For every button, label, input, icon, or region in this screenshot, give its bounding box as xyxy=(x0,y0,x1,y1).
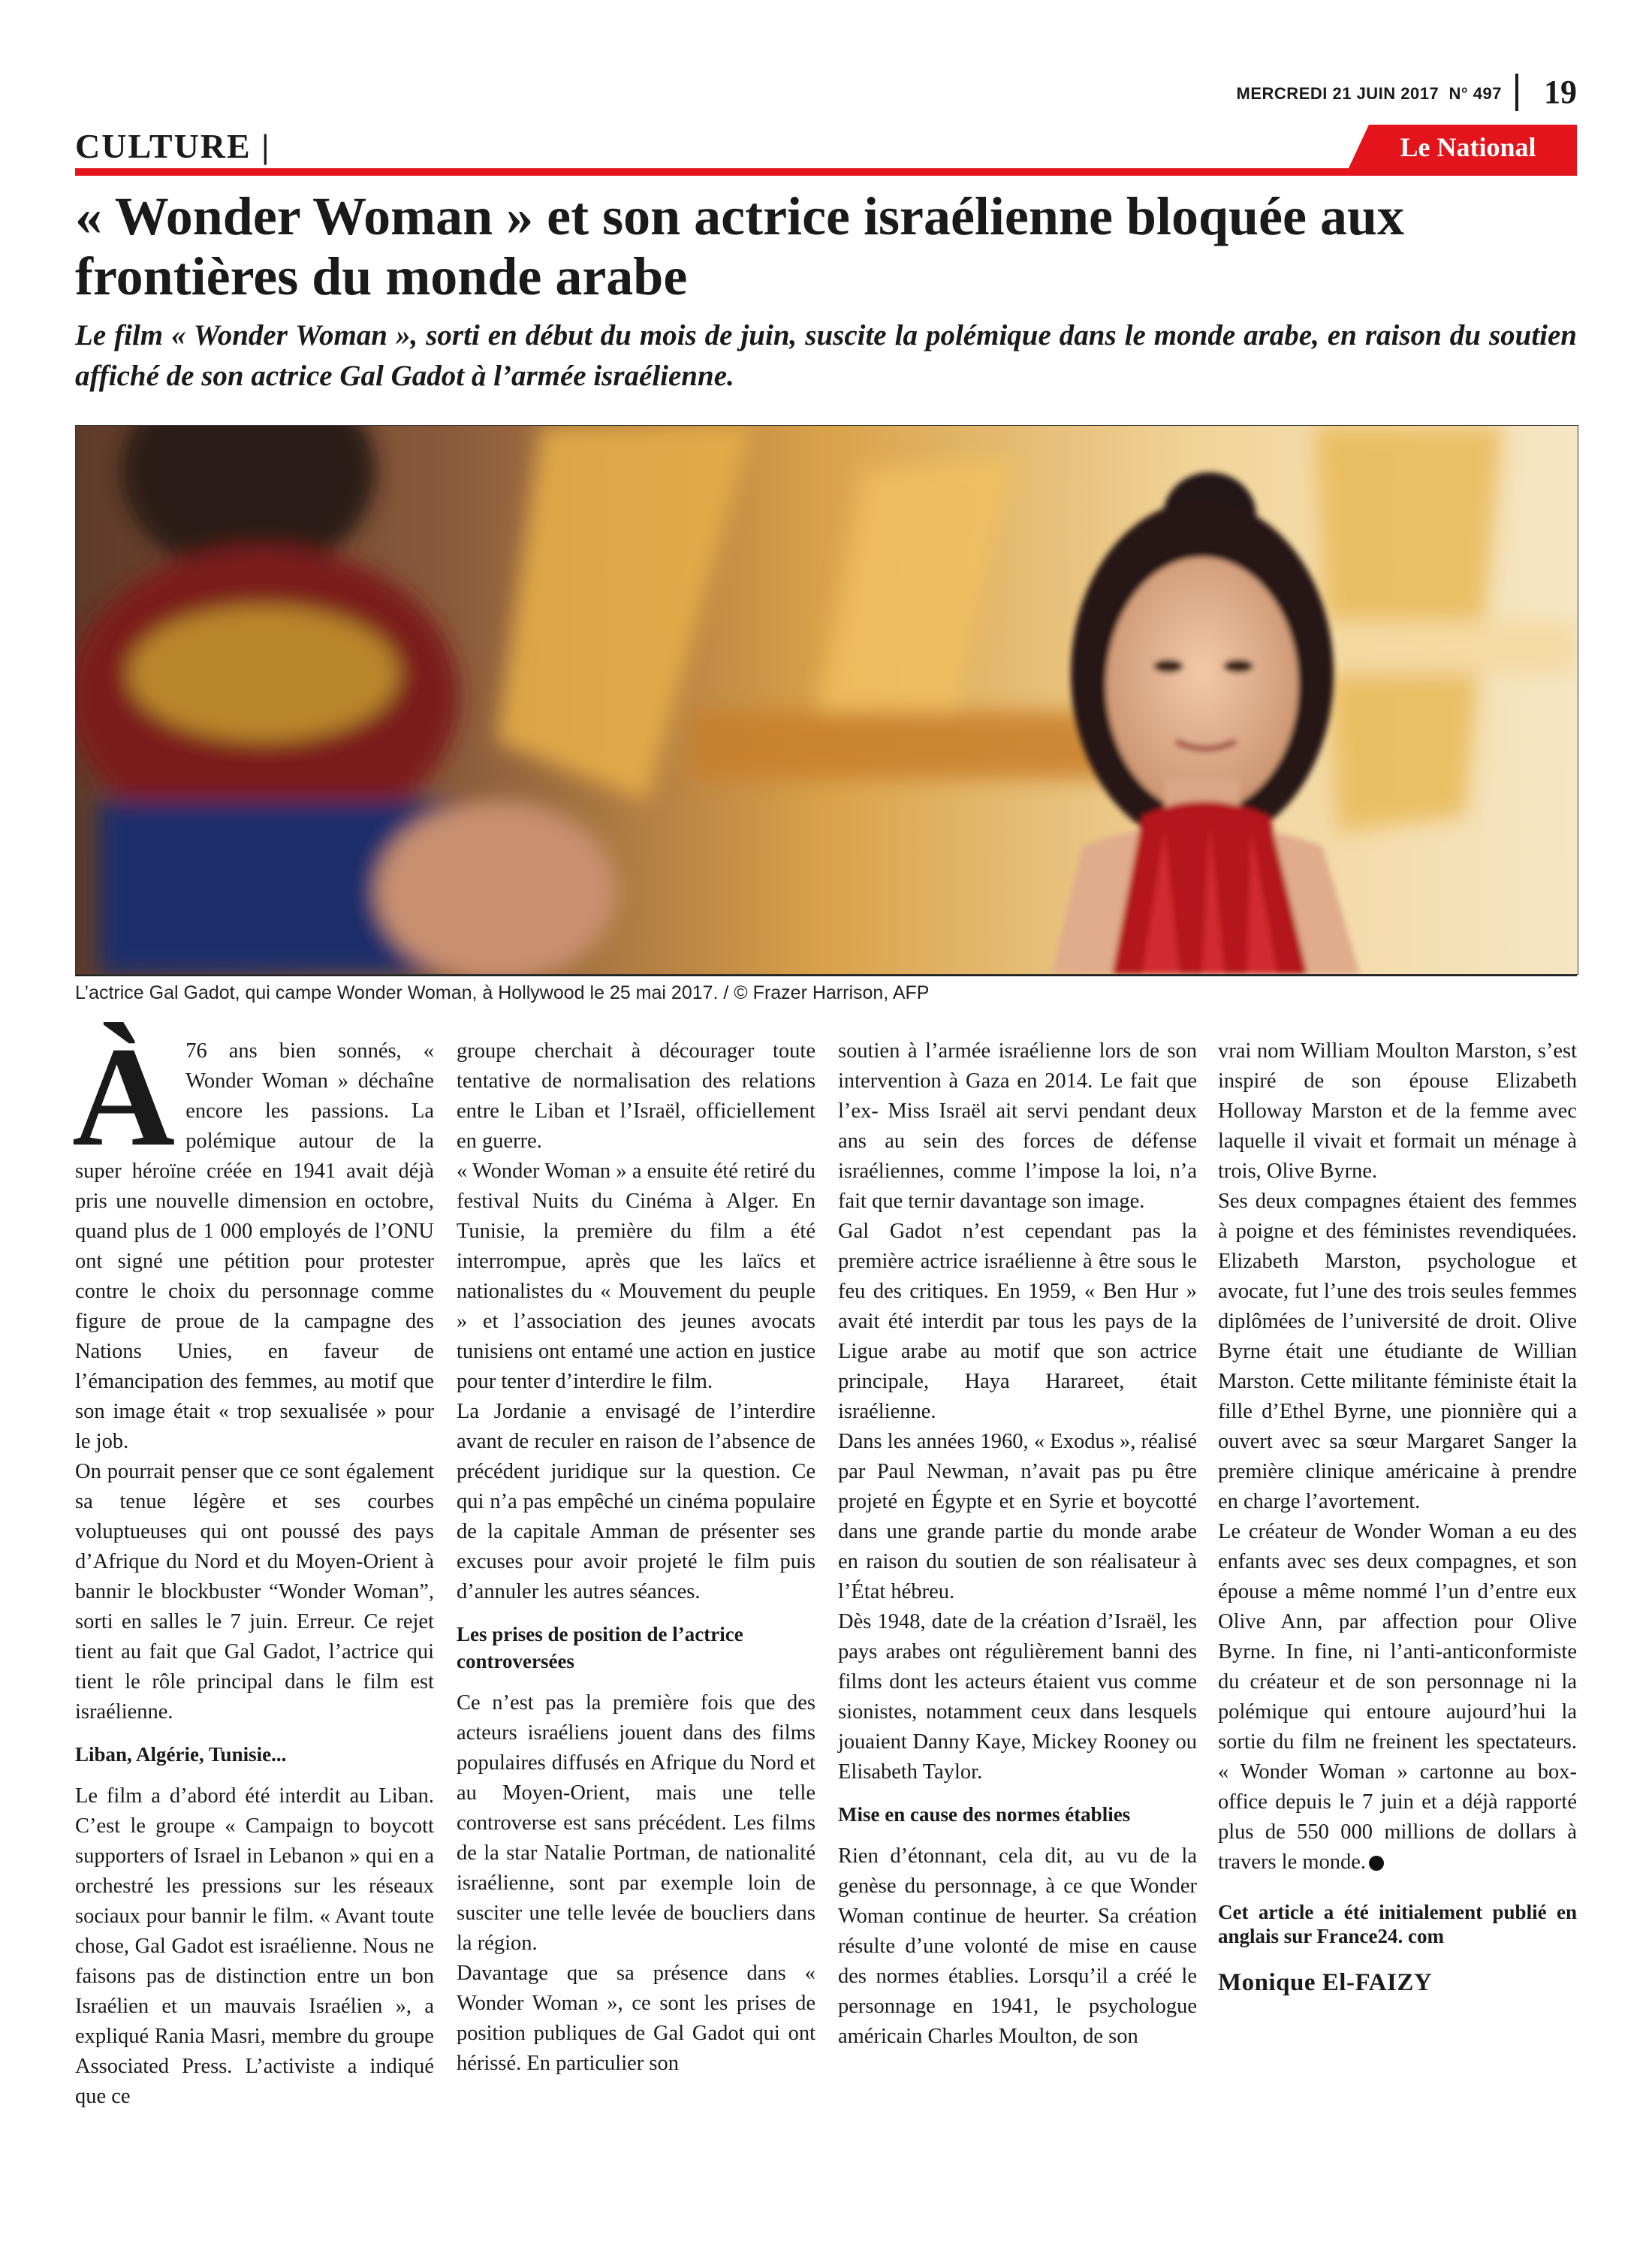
section-label: CULTURE | xyxy=(75,127,271,165)
date-text: MERCREDI 21 JUIN 2017 xyxy=(1236,84,1439,103)
paragraph: groupe cherchait à décourager toute tentative de normalisation des relations entre le Liban et l’Israël, officiellement en guerre. xyxy=(457,1039,815,1153)
caption-rule xyxy=(75,975,1577,976)
column-3 xyxy=(838,1036,1197,2052)
headline: « Wonder Woman » et son actrice israélienne bloquée aux frontières du monde arabe xyxy=(75,186,1405,306)
paragraph: Davantage que sa présence dans « Wonder Woman », ce sont les prises de position publiques de Gal Gadot qui ont hérissé. En particulier son xyxy=(457,1962,815,2075)
issue-number: N° 497 xyxy=(1449,84,1502,103)
author-byline: Monique El-FAIZY xyxy=(1218,1969,1433,1996)
paragraph: Rien d’étonnant, cela dit, au vu de la genèse du personnage, à ce que Wonder Woman continue de heurter. Sa création résulte d’une volonté de mise en cause des normes établies. Lorsqu’il a créé le personnage en 1941, le psychologue américain Charles Moulton, de son xyxy=(838,1844,1197,2048)
column-1 xyxy=(72,1018,434,2112)
brand-name: Le National xyxy=(1400,132,1536,162)
paragraph xyxy=(72,1018,434,1457)
paragraph: La Jordanie a envisagé de l’interdire avant de reculer en raison de l’absence de précédent juridique sur la question. Ce qui n’a pas empêché un cinéma populaire de la capitale Amman de présenter ses excuses pour avoir projeté le film puis d’annuler les autres séances. xyxy=(457,1400,815,1603)
subheading: Mise en cause des normes établies xyxy=(838,1803,1131,1826)
subheading: Liban, Algérie, Tunisie... xyxy=(75,1743,287,1766)
photo-caption: L’actrice Gal Gadot, qui campe Wonder Woman, à Hollywood le 25 mai 2017. / © Frazer Harrison, AFP xyxy=(75,982,930,1003)
paragraph: Dès 1948, date de la création d’Israël, les pays arabes ont régulièrement banni des films dont les acteurs étaient vus comme sionistes, notamment ceux dans lesquels jouaient Danny Kaye, Mickey Rooney ou Elisabeth Taylor. xyxy=(838,1610,1197,1784)
header-divider xyxy=(1515,74,1518,111)
paragraph: Dans les années 1960, « Exodus », réalisé par Paul Newman, n’avait pas pu être projeté en Égypte et en Syrie et boycotté dans une grande partie du monde arabe en raison du soutien de son réalisateur à l’État hébreu. xyxy=(838,1430,1197,1603)
paragraph: Ses deux compagnes étaient des femmes à poigne et des féministes revendiquées. Elizabeth Marston, psychologue et avocate, fut l’une des trois seules femmes diplômées de l’université de droit. Olive Byrne était une étudiante de Willian Marston. Cette militante féministe était la fille d’Ethel Byrne, une pionnière qui a ouvert avec sa sœur Margaret Sanger la première clinique américaine à prendre en charge l’avortement. xyxy=(1218,1190,1577,1513)
column-2 xyxy=(457,1036,815,2079)
page-header xyxy=(1220,74,1577,111)
paragraph: Gal Gadot n’est cependant pas la première actrice israélienne à être sous le feu des critiques. En 1959, « Ben Hur » avait été interdit par tous les pays de la Ligue arabe au motif que son actrice principale, Haya Harareet, était israélienne. xyxy=(838,1220,1197,1423)
drop-cap: À xyxy=(72,1018,176,1176)
standfirst: Le film « Wonder Woman », sorti en début du mois de juin, suscite la polémique dans le monde arabe, en raison du soutien affiché de son actrice Gal Gadot à l’armée israélienne. xyxy=(75,319,1577,392)
paragraph xyxy=(1218,1517,1577,1878)
subheading: Les prises de position de l’actrice controversées xyxy=(457,1623,743,1672)
paragraph-text: 76 ans bien sonnés, « Wonder Woman » déchaîne encore les passions. La polémique autour de la super héroïne créée en 1941 avait déjà pris une nouvelle dimension en octobre, quand plus de 1 000 employés de l’ONU ont signé une pétition pour protester contre le choix du personnage comme figure de proue de la campagne des Nations Unies, en faveur de l’émancipation des femmes, au motif que son image était « trop sexualisée » pour le job. xyxy=(75,1039,434,1453)
paragraph: Le film a d’abord été interdit au Liban. C’est le groupe « Campaign to boycott supporters of Israel in Lebanon » qui en a orchestré les pressions sur les réseaux sociaux pour bannir le film. « Avant toute chose, Gal Gadot est israélienne. Nous ne faisons pas de distinction entre un bon Israélien et un mauvais Israélien », a expliqué Rania Masri, membre du groupe Associated Press. L’activiste a indiqué que ce xyxy=(75,1784,434,2108)
paragraph: Ce n’est pas la première fois que des acteurs israéliens jouent dans des films populaires diffusés en Afrique du Nord et au Moyen-Orient, mais une telle controverse est sans précédent. Les films de la star Natalie Portman, de nationalité israélienne, sont par exemple loin de susciter une telle levée de boucliers dans la région. xyxy=(457,1691,815,1955)
column-4 xyxy=(1218,1036,1577,1998)
end-mark-icon xyxy=(1369,1856,1384,1871)
issue-date xyxy=(1237,84,1502,104)
page-number: 19 xyxy=(1544,74,1577,110)
article-photo xyxy=(75,425,1578,975)
source-credit: Cet article a été initialement publié en anglais sur France24. com xyxy=(1218,1901,1577,1947)
paragraph: « Wonder Woman » a ensuite été retiré du festival Nuits du Cinéma à Alger. En Tunisie, la première du film a été interrompue, après que les laïcs et nationalistes du « Mouvement du peuple » et l’association des jeunes avocats tunisiens ont entamé une action en justice pour tenter d’interdire le film. xyxy=(457,1160,815,1393)
photo-illustration xyxy=(76,426,1578,974)
paragraph: On pourrait penser que ce sont également sa tenue légère et ses courbes voluptueuses qui ont poussé des pays d’Afrique du Nord et du Moyen-Orient à bannir le blockbuster “Wonder Woman”, sorti en salles le 7 juin. Erreur. Ce rejet tient au fait que Gal Gadot, l’actrice qui tient le rôle principal dans le film est israélienne. xyxy=(75,1460,434,1724)
paragraph: soutien à l’armée israélienne lors de son intervention à Gaza en 2014. Le fait que l’ex- Miss Israël ait servi pendant deux ans au sein des forces de défense israéliennes, comme l’impose la loi, n’a fait que ternir davantage son image. xyxy=(838,1039,1197,1213)
paragraph-text: Le créateur de Wonder Woman a eu des enfants avec ses deux compagnes, et son épouse a même nommé l’un d’entre eux Olive Ann, par affection pour Olive Byrne. In fine, ni l’anti-anticonformiste du créateur et de son personnage ni la polémique qui entoure aujourd’hui la sortie du film ne freinent les spectateurs. « Wonder Woman » cartonne au box-office depuis le 7 juin et a déjà rapporté plus de 550 000 millions de dollars à travers le monde. xyxy=(1218,1520,1577,1874)
paragraph: vrai nom William Moulton Marston, s’est inspiré de son épouse Elizabeth Holloway Marston et de la femme avec laquelle il vivait et formait un ménage à trois, Olive Byrne. xyxy=(1218,1039,1577,1183)
